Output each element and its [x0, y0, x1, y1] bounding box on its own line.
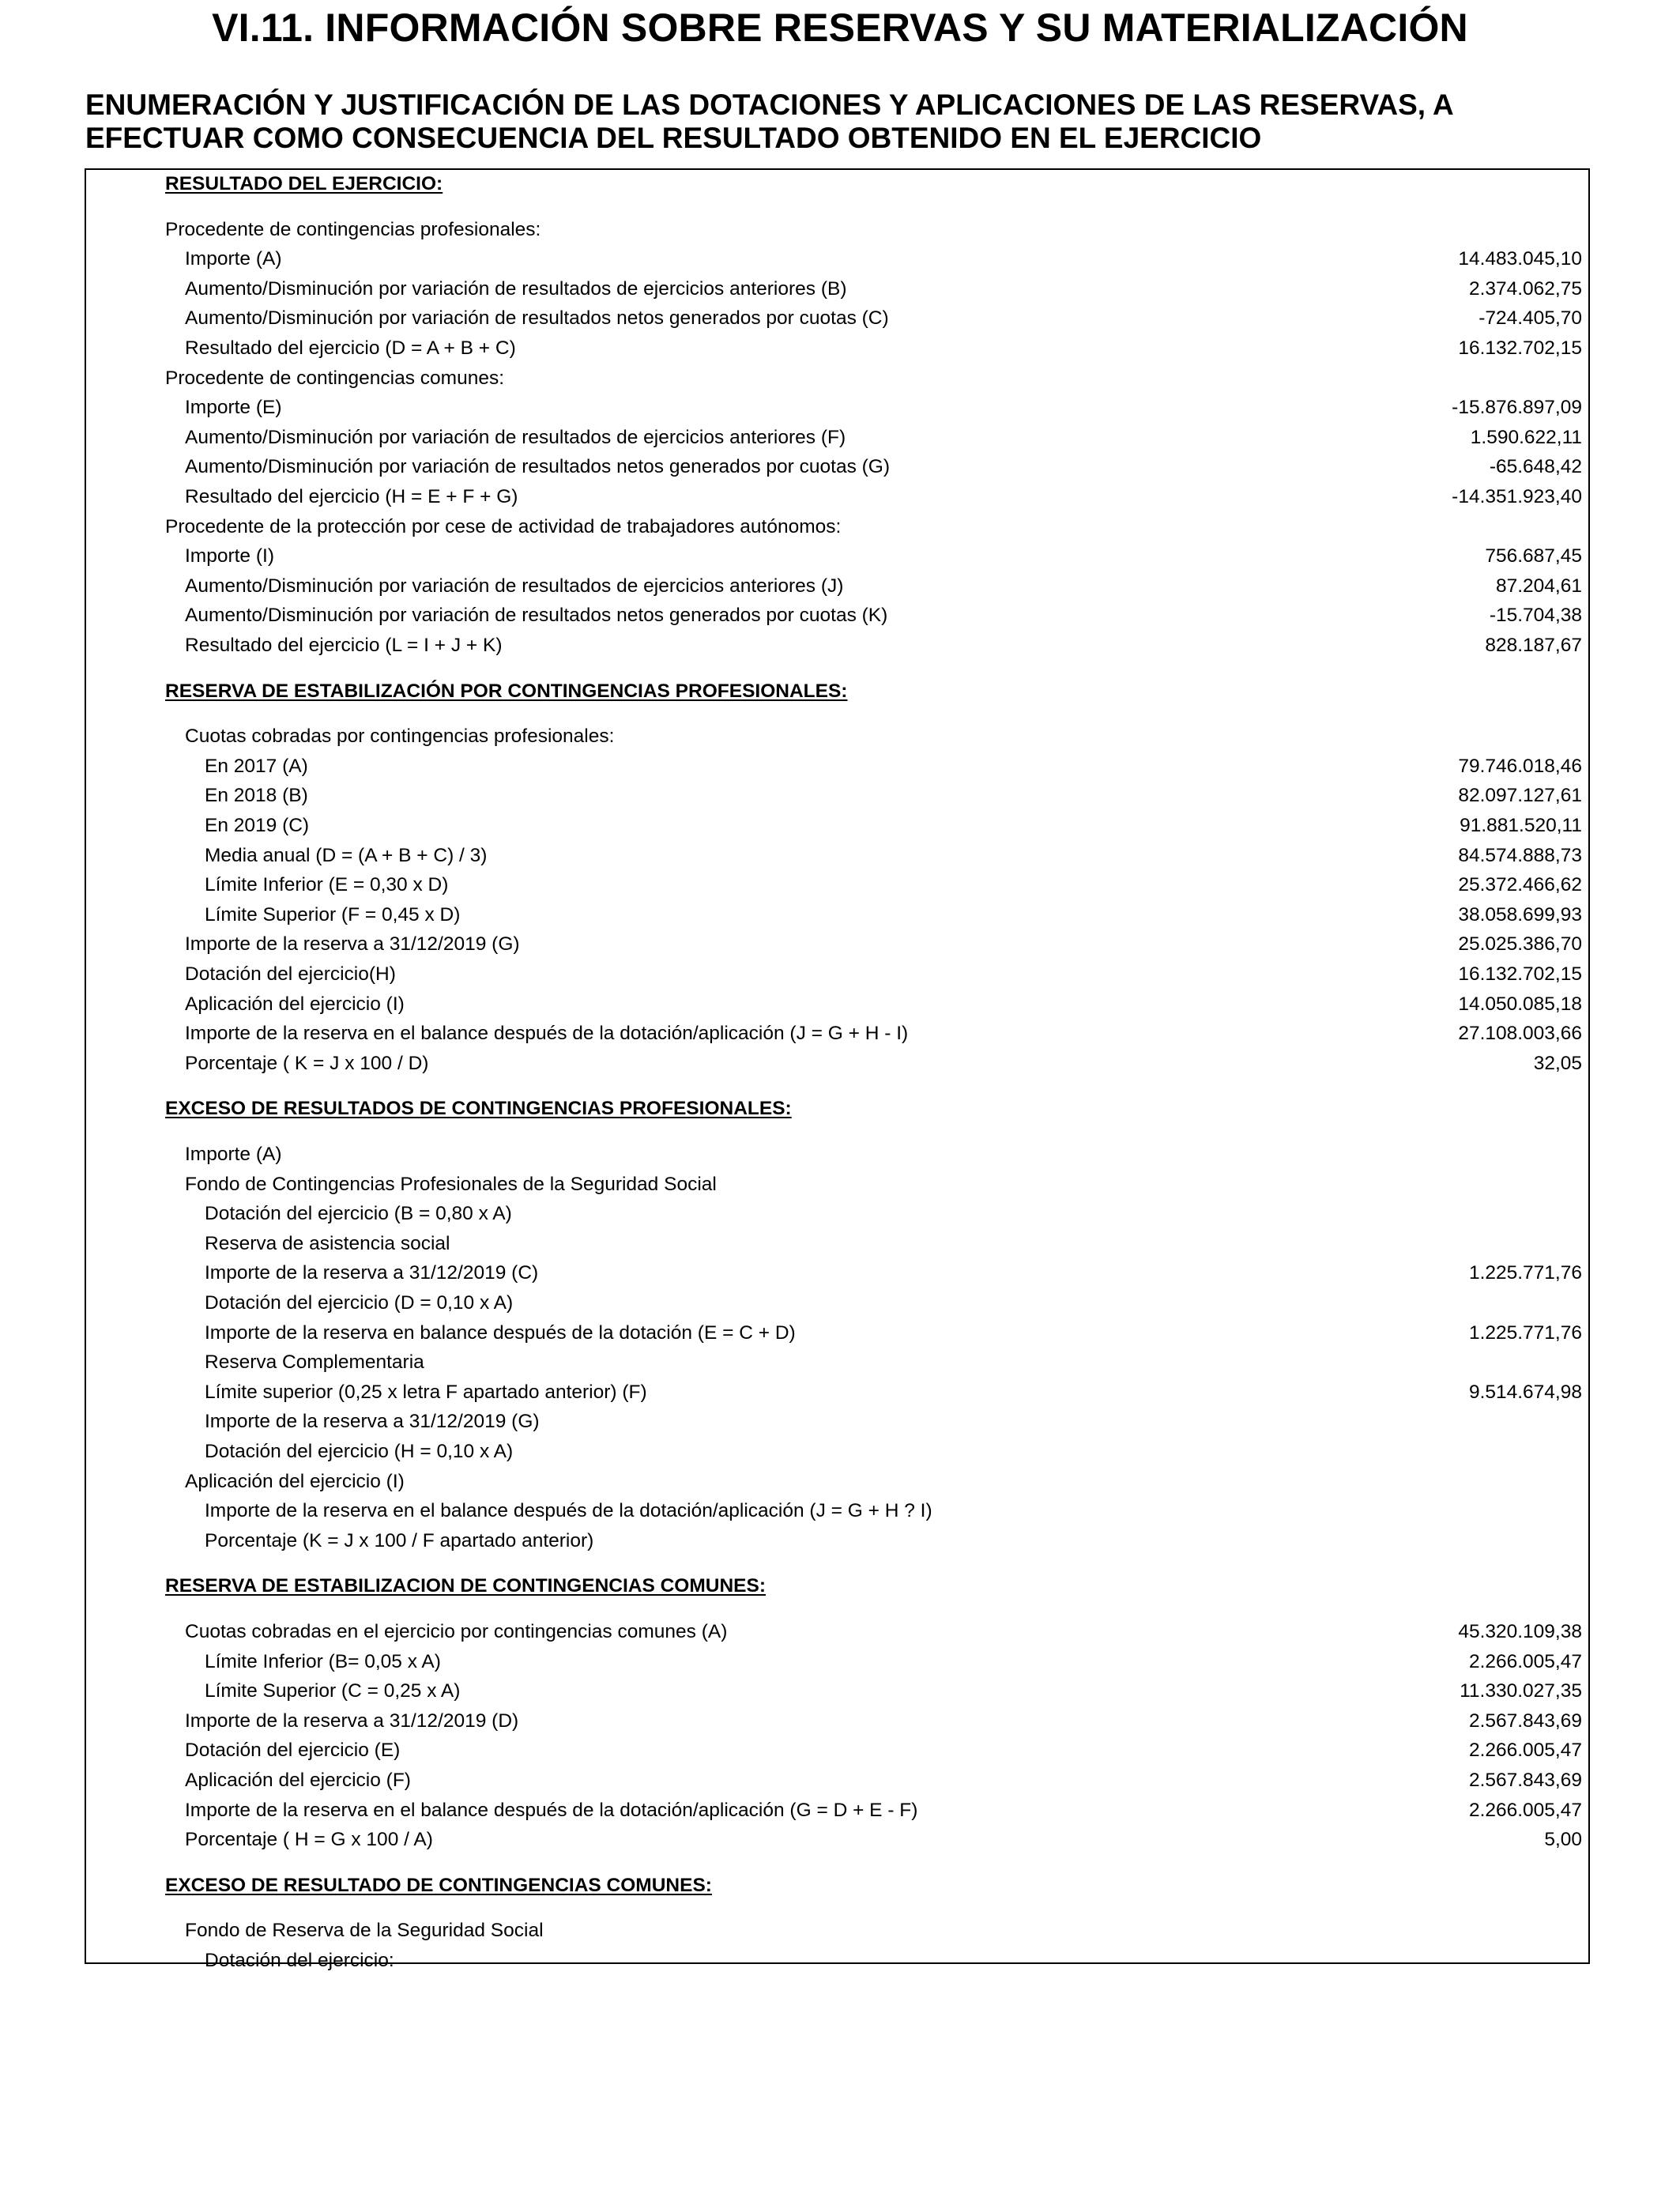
report-row	[86, 572, 1588, 601]
row-value: 79.746.018,46	[1458, 755, 1582, 777]
row-value: 27.108.003,66	[1458, 1023, 1582, 1045]
report-row	[86, 394, 1588, 422]
report-row	[86, 216, 1588, 244]
report-row	[86, 1796, 1588, 1825]
row-label: Límite Superior (C = 0,25 x A)	[205, 1680, 461, 1702]
row-label: Dotación del ejercicio (B = 0,80 x A)	[205, 1203, 512, 1225]
row-value: 45.320.109,38	[1458, 1621, 1582, 1642]
row-label: Límite Superior (F = 0,45 x D)	[205, 903, 461, 925]
report-row	[86, 513, 1588, 541]
section-heading-row	[86, 1872, 1588, 1900]
report-row	[86, 1348, 1588, 1377]
row-label: Importe de la reserva a 31/12/2019 (D)	[185, 1710, 519, 1732]
row-label: Importe de la reserva en el balance después de la dotación/aplicación (J = G + H ? I)	[205, 1500, 932, 1522]
row-value: 2.266.005,47	[1468, 1799, 1582, 1821]
section-heading: RESERVA DE ESTABILIZACIÓN POR CONTINGENCIAS PROFESIONALES:	[165, 680, 848, 702]
row-label: Importe de la reserva en el balance después de la dotación/aplicación (G = D + E - F)	[185, 1799, 918, 1821]
row-value: -15.876.897,09	[1452, 397, 1582, 419]
report-row	[86, 364, 1588, 393]
row-value: -724.405,70	[1478, 307, 1582, 330]
row-value: 1.225.771,76	[1468, 1262, 1582, 1284]
row-label: Porcentaje ( K = J x 100 / D)	[185, 1052, 429, 1074]
page-subtitle-line-1: ENUMERACIÓN Y JUSTIFICACIÓN DE LAS DOTACIONES Y APLICACIONES DE LAS RESERVAS, A	[85, 89, 1454, 121]
row-label: Aplicación del ejercicio (I)	[185, 1470, 405, 1492]
row-label: Aplicación del ejercicio (F)	[185, 1770, 411, 1791]
row-label: Fondo de Contingencias Profesionales de la Seguridad Social	[185, 1173, 717, 1195]
report-row	[86, 424, 1588, 452]
report-row	[86, 1378, 1588, 1407]
section-heading-row	[86, 1095, 1588, 1123]
section-heading-row	[86, 677, 1588, 706]
row-value: 2.266.005,47	[1468, 1740, 1582, 1762]
row-label: Reserva Complementaria	[205, 1351, 424, 1374]
report-row	[86, 901, 1588, 929]
report-row	[86, 1230, 1588, 1258]
row-label: Procedente de contingencias profesionales:	[165, 218, 541, 240]
report-row	[86, 453, 1588, 481]
row-label: Importe (A)	[185, 248, 282, 270]
row-value: 1.590.622,11	[1470, 426, 1582, 448]
report-row	[86, 1736, 1588, 1765]
page-title: VI.11. INFORMACIÓN SOBRE RESERVAS Y SU MATERIALIZACIÓN	[212, 6, 1468, 50]
row-value: 32,05	[1533, 1052, 1582, 1074]
row-value: 2.567.843,69	[1468, 1710, 1582, 1732]
report-row	[86, 1020, 1588, 1048]
row-label: Porcentaje ( H = G x 100 / A)	[185, 1829, 433, 1851]
report-row	[86, 960, 1588, 989]
reserves-report-box	[85, 168, 1590, 1971]
row-value: 87.204,61	[1496, 575, 1582, 597]
row-value: 2.567.843,69	[1468, 1770, 1582, 1791]
row-value: 2.266.005,47	[1468, 1650, 1582, 1672]
report-row	[86, 334, 1588, 363]
report-row	[86, 812, 1588, 840]
report-row	[86, 782, 1588, 810]
report-row	[86, 1259, 1588, 1287]
row-value: 2.374.062,75	[1468, 277, 1582, 300]
report-row	[86, 1707, 1588, 1736]
report-row	[86, 275, 1588, 303]
row-label: Aplicación del ejercicio (I)	[185, 993, 405, 1015]
row-label: Importe de la reserva a 31/12/2019 (C)	[205, 1262, 539, 1284]
report-row	[86, 1050, 1588, 1078]
row-label: En 2019 (C)	[205, 815, 310, 836]
row-label: Importe (A)	[185, 1144, 282, 1165]
row-label: Importe (I)	[185, 545, 274, 567]
row-label: Dotación del ejercicio (H = 0,10 x A)	[205, 1441, 514, 1462]
row-label: En 2017 (A)	[205, 755, 308, 777]
row-value: 16.132.702,15	[1458, 337, 1582, 359]
section-heading-row	[86, 170, 1588, 198]
row-value: 38.058.699,93	[1458, 903, 1582, 925]
row-value: 756.687,45	[1485, 545, 1582, 567]
row-label: Aumento/Disminución por variación de resultados netos generados por cuotas (G)	[185, 456, 891, 478]
row-value: 828.187,67	[1485, 635, 1582, 656]
report-row	[86, 930, 1588, 959]
row-value: 25.025.386,70	[1458, 933, 1582, 956]
row-label: Aumento/Disminución por variación de resultados de ejercicios anteriores (J)	[185, 575, 844, 597]
report-row	[86, 1618, 1588, 1646]
report-row	[86, 483, 1588, 511]
report-row	[86, 304, 1588, 333]
row-value: 14.483.045,10	[1458, 248, 1582, 270]
report-row	[86, 1200, 1588, 1228]
row-label: Porcentaje (K = J x 100 / F apartado anterior)	[205, 1529, 594, 1551]
section-heading: EXCESO DE RESULTADO DE CONTINGENCIAS COMUNES:	[165, 1874, 712, 1896]
row-label: Importe de la reserva en el balance después de la dotación/aplicación (J = G + H - I)	[185, 1023, 909, 1045]
report-row	[86, 1171, 1588, 1199]
row-label: Procedente de la protección por cese de actividad de trabajadores autónomos:	[165, 515, 842, 537]
section-heading: RESULTADO DEL EJERCICIO:	[165, 173, 443, 194]
report-row	[86, 871, 1588, 899]
row-label: Resultado del ejercicio (H = E + F + G)	[185, 486, 518, 507]
report-row	[86, 1826, 1588, 1854]
row-value: 16.132.702,15	[1458, 963, 1582, 985]
row-label: Límite superior (0,25 x letra F apartado anterior) (F)	[205, 1381, 647, 1403]
report-row	[86, 1438, 1588, 1466]
report-row	[86, 842, 1588, 870]
report-row	[86, 1947, 1588, 1975]
report-row	[86, 542, 1588, 571]
row-value: 84.574.888,73	[1458, 844, 1582, 866]
row-value: 25.372.466,62	[1458, 874, 1582, 896]
row-label: Límite Inferior (B= 0,05 x A)	[205, 1650, 441, 1672]
section-heading-row	[86, 1572, 1588, 1600]
row-label: Procedente de contingencias comunes:	[165, 367, 505, 389]
page-subtitle	[85, 89, 1626, 155]
row-label: Media anual (D = (A + B + C) / 3)	[205, 844, 488, 866]
row-label: Dotación del ejercicio (D = 0,10 x A)	[205, 1292, 514, 1314]
row-label: Cuotas cobradas por contingencias profesionales:	[185, 726, 615, 748]
row-label: Aumento/Disminución por variación de resultados de ejercicios anteriores (F)	[185, 426, 846, 448]
row-label: Aumento/Disminución por variación de resultados de ejercicios anteriores (B)	[185, 277, 847, 300]
row-label: En 2018 (B)	[205, 785, 308, 807]
row-label: Importe de la reserva en balance después de la dotación (E = C + D)	[205, 1321, 796, 1344]
report-row	[86, 1468, 1588, 1496]
row-label: Reserva de asistencia social	[205, 1232, 450, 1254]
report-row	[86, 1319, 1588, 1348]
report-row	[86, 245, 1588, 273]
row-value: 82.097.127,61	[1458, 785, 1582, 807]
report-row	[86, 1527, 1588, 1555]
row-value: 91.881.520,11	[1460, 815, 1582, 836]
row-label: Fondo de Reserva de la Seguridad Social	[185, 1920, 544, 1942]
report-row	[86, 1917, 1588, 1945]
section-heading: RESERVA DE ESTABILIZACION DE CONTINGENCIAS COMUNES:	[165, 1575, 767, 1597]
row-label: Dotación del ejercicio(H)	[185, 963, 396, 985]
report-row	[86, 601, 1588, 630]
report-row	[86, 1766, 1588, 1795]
row-label: Importe de la reserva a 31/12/2019 (G)	[205, 1411, 540, 1433]
report-row	[86, 1497, 1588, 1525]
report-row	[86, 631, 1588, 660]
row-value: 14.050.085,18	[1458, 993, 1582, 1015]
row-label: Aumento/Disminución por variación de resultados netos generados por cuotas (C)	[185, 307, 889, 330]
row-label: Importe de la reserva a 31/12/2019 (G)	[185, 933, 520, 956]
report-row	[86, 722, 1588, 751]
report-row	[86, 1289, 1588, 1318]
row-value: 11.330.027,35	[1460, 1680, 1582, 1702]
report-row	[86, 1140, 1588, 1169]
row-value: 5,00	[1544, 1829, 1582, 1851]
report-row	[86, 1408, 1588, 1436]
row-value: 9.514.674,98	[1468, 1381, 1582, 1403]
report-row	[86, 990, 1588, 1019]
row-value: -15.704,38	[1489, 605, 1582, 627]
row-label: Dotación del ejercicio (E)	[185, 1740, 401, 1762]
report-row	[86, 1677, 1588, 1706]
row-label: Cuotas cobradas en el ejercicio por contingencias comunes (A)	[185, 1621, 728, 1642]
row-label: Importe (E)	[185, 397, 282, 419]
row-value: -65.648,42	[1489, 456, 1582, 478]
report-row	[86, 752, 1588, 781]
row-value: -14.351.923,40	[1452, 486, 1582, 507]
row-label: Límite Inferior (E = 0,30 x D)	[205, 874, 449, 896]
section-heading: EXCESO DE RESULTADOS DE CONTINGENCIAS PROFESIONALES:	[165, 1098, 792, 1120]
row-label: Dotación del ejercicio:	[205, 1950, 394, 1971]
row-label: Resultado del ejercicio (D = A + B + C)	[185, 337, 516, 359]
row-value: 1.225.771,76	[1468, 1321, 1582, 1344]
row-label: Resultado del ejercicio (L = I + J + K)	[185, 635, 503, 656]
page-subtitle-line-2: EFECTUAR COMO CONSECUENCIA DEL RESULTADO OBTENIDO EN EL EJERCICIO	[85, 122, 1262, 154]
report-row	[86, 1648, 1588, 1676]
row-label: Aumento/Disminución por variación de resultados netos generados por cuotas (K)	[185, 605, 888, 627]
